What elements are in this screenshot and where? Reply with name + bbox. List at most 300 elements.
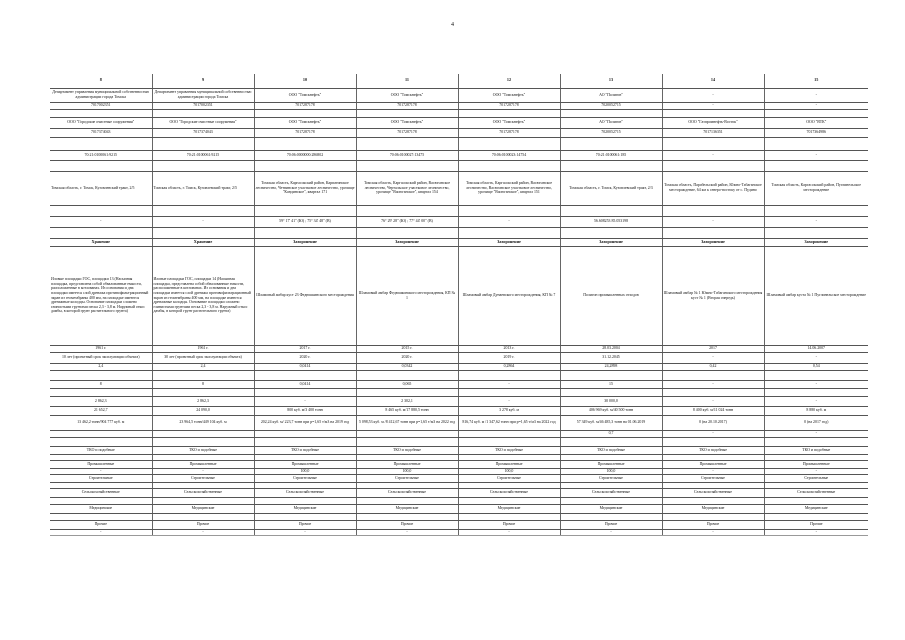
table-cell: Захоронение — [662, 238, 764, 246]
table-cell — [560, 497, 662, 504]
table-cell — [50, 227, 152, 238]
table-cell: 8 — [152, 380, 254, 388]
table-cell — [50, 437, 152, 446]
table-cell — [662, 497, 764, 504]
table-cell: Медицинские — [152, 504, 254, 513]
table-cell: - — [560, 529, 662, 535]
table-cell — [254, 109, 356, 117]
table-cell — [764, 370, 868, 380]
table-cell: ООО "Томскнефть" — [458, 88, 560, 102]
table-cell — [50, 388, 152, 396]
table-cell: Прочие — [152, 520, 254, 529]
table-cell: ТКО и подобные — [560, 446, 662, 454]
table-cell: 70:06:0000000:286802 — [254, 150, 356, 160]
table-cell: Сельскохозяйственные — [152, 488, 254, 497]
table-cell — [152, 227, 254, 238]
table-cell: Медицинские — [356, 504, 458, 513]
table-cell: 7017287178 — [254, 102, 356, 109]
page-number: 4 — [451, 22, 454, 28]
table-row — [50, 150, 868, 160]
table-cell: 7017002351 — [152, 102, 254, 109]
table-cell: 3 278 куб. м — [458, 406, 560, 415]
table-cell: ТКО и подобные — [254, 446, 356, 454]
table-cell: - — [458, 529, 560, 535]
table-cell: АО "Полигон" — [560, 117, 662, 128]
table-row — [50, 474, 868, 482]
table-cell: Строительные — [152, 474, 254, 482]
table-cell: 7017287178 — [356, 128, 458, 137]
table-cell: Прочие — [50, 520, 152, 529]
table-cell: 24 090,0 — [152, 406, 254, 415]
table-cell: 13 462,2 тонн/904 777 куб. м — [50, 415, 152, 430]
table-cell — [560, 513, 662, 520]
table-cell: 406 969 куб. м/40 500 тонн — [560, 406, 662, 415]
table-cell: Томская область, Каргасокский район, Васюганское лесничество, Васюганское участковое лесничество, урочище "Васюганское", квартал 151 — [458, 171, 560, 205]
table-row — [50, 380, 868, 388]
table-cell: 2017 — [662, 345, 764, 352]
table-cell — [764, 227, 868, 238]
table-cell: 0,2864 — [458, 363, 560, 370]
table-cell: 70:06:0100023:14754 — [458, 150, 560, 160]
table-cell: Строительные — [50, 474, 152, 482]
table-cell — [458, 137, 560, 150]
table-cell: 2,4 — [50, 363, 152, 370]
table-row — [50, 437, 868, 446]
table-cell: Томская область, Каргасокский район, Карпатинское лесничество, Четвинское участковое лесничество, урочище "Кандинское", квартал 171 — [254, 171, 356, 205]
table-cell: - — [662, 468, 764, 474]
table-cell — [458, 497, 560, 504]
table-row — [50, 109, 868, 117]
table-cell: Прочие — [356, 520, 458, 529]
table-cell — [560, 437, 662, 446]
table-cell: ТКО и подобные — [458, 446, 560, 454]
table-cell: ООО "Газпромнефть-Восток" — [662, 117, 764, 128]
table-cell: - — [50, 468, 152, 474]
table-cell: Строительные — [560, 474, 662, 482]
table-cell: Строительные — [458, 474, 560, 482]
table-cell: 0,54 — [764, 363, 868, 370]
table-row — [50, 102, 868, 109]
table-cell: ООО "ВТК" — [764, 117, 868, 128]
table-cell: 70:21:0100061:9215 — [50, 150, 152, 160]
table-cell: ТКО и подобные — [764, 446, 868, 454]
table-cell: Шламовый амбар Дунаевского месторождения, КП № 7 — [458, 246, 560, 345]
table-cell: 100,0 — [560, 468, 662, 474]
table-cell: 10 лет (проектный срок эксплуатации объекта) — [50, 352, 152, 363]
table-cell: 21 652,7 — [50, 406, 152, 415]
table-cell: 0,0342 — [356, 363, 458, 370]
table-cell — [560, 109, 662, 117]
table-cell: 100,0 — [458, 468, 560, 474]
table-cell: 7017364986 — [764, 128, 868, 137]
table-cell: Медицинские — [254, 504, 356, 513]
table-cell: - — [764, 102, 868, 109]
table-row — [50, 370, 868, 380]
table-cell: 7017374043 — [50, 128, 152, 137]
table-cell: - — [764, 88, 868, 102]
table-cell — [50, 109, 152, 117]
table-row — [50, 388, 868, 396]
table-cell — [356, 437, 458, 446]
table-cell: - — [662, 352, 764, 363]
table-row — [50, 529, 868, 535]
table-cell: 7017287178 — [254, 128, 356, 137]
table-cell: Сельскохозяйственные — [662, 488, 764, 497]
table-cell: 7017136351 — [662, 128, 764, 137]
table-cell — [560, 205, 662, 216]
table-cell: - — [254, 396, 356, 406]
table-cell: Хранение — [50, 238, 152, 246]
table-cell: ООО "Томскнефть" — [254, 88, 356, 102]
table-cell: 59° 17' 41" (Ю) ; 75° 34' 48" (В) — [254, 216, 356, 227]
table-row — [50, 128, 868, 137]
table-cell: 1961 г. — [152, 345, 254, 352]
table-cell: 0,0414 — [254, 363, 356, 370]
column-number: 10 — [254, 74, 356, 88]
table-cell: - — [764, 352, 868, 363]
table-cell: ТКО и подобные — [356, 446, 458, 454]
table-cell: 2 862,3 — [50, 396, 152, 406]
table-cell — [662, 388, 764, 396]
table-cell: 8 — [50, 380, 152, 388]
table-cell — [662, 205, 764, 216]
table-row — [50, 227, 868, 238]
table-cell: Строительные — [662, 474, 764, 482]
table-cell: Сельскохозяйственные — [356, 488, 458, 497]
table-cell: Сельскохозяйственные — [560, 488, 662, 497]
column-number: 9 — [152, 74, 254, 88]
table-cell: 2 862,3 — [152, 396, 254, 406]
table-row — [50, 160, 868, 171]
table-cell: 28.03.2004 — [560, 345, 662, 352]
table-cell: 30 000,0 — [560, 396, 662, 406]
table-cell — [152, 437, 254, 446]
table-cell: Промышленные — [662, 460, 764, 468]
table-cell — [662, 437, 764, 446]
column-number: 11 — [356, 74, 458, 88]
table-cell — [254, 388, 356, 396]
table-cell: - — [662, 216, 764, 227]
table-cell — [50, 160, 152, 171]
table-cell: ТКО и подобные — [152, 446, 254, 454]
table-cell: 2020 г. — [254, 352, 356, 363]
table-cell: - — [662, 380, 764, 388]
table-row — [50, 504, 868, 513]
table-cell — [764, 437, 868, 446]
table-cell — [254, 513, 356, 520]
table-cell: 2020 г. — [356, 352, 458, 363]
table-cell: 70:21:0100061:185 — [560, 150, 662, 160]
table-cell: - — [764, 380, 868, 388]
table-cell: ООО "Томскнефть" — [356, 117, 458, 128]
table-cell: Медицинские — [50, 504, 152, 513]
table-cell — [50, 513, 152, 520]
table-cell: Медицинские — [458, 504, 560, 513]
table-cell: Иловые площадки ГОС, площадки 14 (Насыпная площадка, представлена собой обвалованные емкости, расположенные в котлованах. Из основания и дна площадки имеется слой дренажа противофильтрационный экран из геомембраны 400 мм, на площадке имеются дренажные колодцы. Основание площадки сложено глинистыми грунтами песка 2,3 - 3,8 м. Наружный откос дамбы, в которой грунт растительного грунта) — [152, 246, 254, 345]
waste-sites-table — [50, 74, 868, 536]
table-cell: ООО "Томскнефть" — [458, 117, 560, 128]
table-cell: 24,2898 — [560, 363, 662, 370]
table-cell: 100,0 — [356, 468, 458, 474]
table-row — [50, 88, 868, 102]
table-cell — [458, 437, 560, 446]
table-cell — [254, 227, 356, 238]
column-number: 12 — [458, 74, 560, 88]
table-cell: Захоронение — [254, 238, 356, 246]
table-cell: 0 (на 20.10.2017) — [662, 415, 764, 430]
table-cell: - — [764, 430, 868, 437]
table-cell: 1961 г. — [50, 345, 152, 352]
table-cell: ООО "Томскнефть" — [356, 88, 458, 102]
table-cell: 70:06:0100027:13475 — [356, 150, 458, 160]
table-cell — [458, 160, 560, 171]
table-cell: 23 964,5 тонн/449 104 куб. м — [152, 415, 254, 430]
table-cell — [152, 109, 254, 117]
table-cell — [458, 430, 560, 437]
table-cell — [764, 109, 868, 117]
table-cell: - — [50, 216, 152, 227]
table-cell: Томская область, г. Томск, Кузовлевский тракт, 2/5 — [50, 171, 152, 205]
table-cell — [764, 497, 868, 504]
table-cell: - — [764, 468, 868, 474]
table-cell: Томская область, Каргасокский район, Пуглинельское месторождение — [764, 171, 868, 205]
table-row — [50, 430, 868, 437]
table-cell: 76° 29' 28" (Ю) ; 77° 44' 00" (В) — [356, 216, 458, 227]
table-cell: - — [152, 216, 254, 227]
table-cell: 0,7 — [560, 430, 662, 437]
table-cell: 0 (на 2017 год) — [764, 415, 868, 430]
table-cell: Шламовый амбар куст 23 Федюшкинского месторождения — [254, 246, 356, 345]
table-cell — [560, 388, 662, 396]
table-cell: - — [662, 396, 764, 406]
table-cell: 0,065 — [356, 380, 458, 388]
table-cell — [764, 160, 868, 171]
table-cell: 7017002351 — [50, 102, 152, 109]
table-cell: 7020052715 — [560, 102, 662, 109]
table-row — [50, 460, 868, 468]
table-row — [50, 246, 868, 345]
table-cell — [356, 388, 458, 396]
table-cell — [662, 137, 764, 150]
table-cell: Хранение — [152, 238, 254, 246]
table-cell — [764, 513, 868, 520]
column-number-row — [50, 74, 868, 88]
table-cell — [50, 205, 152, 216]
table-cell: - — [50, 529, 152, 535]
table-cell: - — [764, 150, 868, 160]
table-cell: Строительные — [254, 474, 356, 482]
table-cell: Сельскохозяйственные — [764, 488, 868, 497]
table-cell: - — [458, 396, 560, 406]
table-cell — [458, 388, 560, 396]
table-cell: 100,0 — [254, 468, 356, 474]
table-cell — [764, 205, 868, 216]
table-cell: Промышленные — [152, 460, 254, 468]
table-cell — [152, 160, 254, 171]
column-number: 8 — [50, 74, 152, 88]
table-cell — [356, 497, 458, 504]
table-cell — [152, 388, 254, 396]
table-cell — [458, 513, 560, 520]
table-cell: Захоронение — [560, 238, 662, 246]
table-cell: 8 465 куб. м/17 880,5 тонн — [356, 406, 458, 415]
table-cell: Иловые площадки ГОС, площадки 13 (Насыпная площадка, представлена собой обвалованные емкости, расположенные в котлованах. Из основания и дна площадки имеется слой дренажа противофильтрационный экран из геомембраны 400 мм, на площадке имеются дренажные колодцы. Основание площадки сложено глинистыми грунтами песка 2,3 - 3,8 м. Наружный откос дамбы, в которой грунт растительного грунта) — [50, 246, 152, 345]
table-cell: 800 куб. м/3 400 тонн — [254, 406, 356, 415]
table-cell: - — [356, 529, 458, 535]
table-cell — [254, 137, 356, 150]
column-number: 13 — [560, 74, 662, 88]
table-cell: - — [152, 468, 254, 474]
table-cell: Промышленные — [356, 460, 458, 468]
table-cell: Сельскохозяйственные — [254, 488, 356, 497]
table-cell: ТКО и подобные — [50, 446, 152, 454]
table-cell: 0,42 — [662, 363, 764, 370]
table-cell — [152, 497, 254, 504]
table-cell — [152, 370, 254, 380]
table-cell: Прочие — [764, 520, 868, 529]
table-row — [50, 488, 868, 497]
table-cell: 2 302,1 — [356, 396, 458, 406]
table-row — [50, 216, 868, 227]
table-cell: АО "Полигон" — [560, 88, 662, 102]
table-cell: ООО "Городские очистные сооружения" — [50, 117, 152, 128]
table-cell — [152, 430, 254, 437]
table-cell: - — [458, 216, 560, 227]
table-cell: 816,74 куб. м /1 347,62 тонн при р=1,65 т/м3 на 2022 год — [458, 415, 560, 430]
table-row — [50, 497, 868, 504]
table-cell: Промышленные — [458, 460, 560, 468]
table-cell: 7017287178 — [356, 102, 458, 109]
table-row — [50, 171, 868, 205]
table-cell — [254, 437, 356, 446]
table-cell — [662, 370, 764, 380]
table-cell: Шламовый амбар № 1 Южно-Табаганского месторождения куст № 1 (Вторая очередь) — [662, 246, 764, 345]
table-row — [50, 205, 868, 216]
table-cell: Медицинские — [764, 504, 868, 513]
table-cell — [356, 160, 458, 171]
table-cell: Томская область, г. Томск, Кузовлевский тракт, 2/3 — [560, 171, 662, 205]
table-cell — [458, 205, 560, 216]
table-cell: ООО "Городские очистные сооружения" — [152, 117, 254, 128]
table-cell: 7020052715 — [560, 128, 662, 137]
table-cell: 202,24 куб. м/ 223,7 тонн при р=1,65 т/м3 на 2019 год — [254, 415, 356, 430]
table-cell: Строительные — [764, 474, 868, 482]
table-cell: - — [764, 396, 868, 406]
table-cell: 30 лет (проектный срок эксплуатации объекта) — [152, 352, 254, 363]
table-cell: 57 349 куб. м/46 485,3 тонн на 01.06.2019 — [560, 415, 662, 430]
table-cell — [458, 370, 560, 380]
table-cell: - — [254, 529, 356, 535]
column-number: 14 — [662, 74, 764, 88]
table-cell: Прочие — [662, 520, 764, 529]
table-cell: Захоронение — [458, 238, 560, 246]
table-cell — [356, 109, 458, 117]
table-row — [50, 238, 868, 246]
table-cell: Шламовый амбар куста № 1 Пуглинельское месторождение — [764, 246, 868, 345]
table-cell — [662, 227, 764, 238]
table-cell: 8 400 куб. м/11 024 тонн — [662, 406, 764, 415]
table-cell: - — [764, 216, 868, 227]
table-row — [50, 396, 868, 406]
table-row — [50, 137, 868, 150]
table-cell: - — [662, 430, 764, 437]
table-cell: 8 880 куб. м — [764, 406, 868, 415]
table-cell: Департамент управления муниципальной собственностью администрации города Томска — [152, 88, 254, 102]
table-cell: 70:21:0100061:9215 — [152, 150, 254, 160]
table-cell: 7017287178 — [458, 128, 560, 137]
table-cell: 2013 г. — [458, 345, 560, 352]
table-cell — [356, 370, 458, 380]
table-cell — [764, 388, 868, 396]
table-cell — [50, 497, 152, 504]
table-row — [50, 345, 868, 352]
table-cell — [356, 430, 458, 437]
table-cell — [50, 137, 152, 150]
table-cell: Медицинские — [662, 504, 764, 513]
table-cell: 7017374043 — [152, 128, 254, 137]
table-cell — [356, 513, 458, 520]
table-cell: 2,4 — [152, 363, 254, 370]
table-cell: Прочие — [254, 520, 356, 529]
table-cell: Департамент управления муниципальной собственностью администрации города Томска — [50, 88, 152, 102]
table-cell — [254, 205, 356, 216]
table-cell: Захоронение — [764, 238, 868, 246]
table-cell: Промышленные — [50, 460, 152, 468]
table-cell — [458, 227, 560, 238]
table-cell: - — [458, 380, 560, 388]
table-cell: Полигон промышленных отходов — [560, 246, 662, 345]
table-cell: - — [662, 529, 764, 535]
table-cell: Сельскохозяйственные — [458, 488, 560, 497]
table-cell — [560, 227, 662, 238]
table-cell — [50, 430, 152, 437]
table-cell: Промышленные — [560, 460, 662, 468]
table-cell: Строительные — [356, 474, 458, 482]
table-cell: - — [764, 529, 868, 535]
table-cell: Промышленные — [254, 460, 356, 468]
table-cell — [356, 137, 458, 150]
table-cell — [662, 160, 764, 171]
table-cell — [560, 160, 662, 171]
table-cell: ООО "Томскнефть" — [254, 117, 356, 128]
table-cell: - — [662, 102, 764, 109]
table-cell — [356, 205, 458, 216]
table-cell — [152, 205, 254, 216]
table-cell: 56.608253 85.053198 — [560, 216, 662, 227]
table-cell: 5 098,53 куб. м /8 412,67 тонн при р=1,65 т/м3 на 2022 год — [356, 415, 458, 430]
table-cell — [50, 370, 152, 380]
table-row — [50, 415, 868, 430]
table-cell: - — [662, 150, 764, 160]
table-cell — [152, 137, 254, 150]
table-cell — [662, 109, 764, 117]
table-row — [50, 513, 868, 520]
table-cell — [560, 137, 662, 150]
table-row — [50, 363, 868, 370]
table-cell: Томская область, г. Томск, Кузовлевский тракт, 2/5 — [152, 171, 254, 205]
table-cell: 2017 г. — [254, 345, 356, 352]
table-cell — [560, 370, 662, 380]
table-cell: Промышленные — [764, 460, 868, 468]
table-cell — [356, 227, 458, 238]
table-cell — [254, 497, 356, 504]
table-cell — [254, 430, 356, 437]
table-row — [50, 446, 868, 454]
table-cell: Прочие — [458, 520, 560, 529]
table-cell: 15 — [560, 380, 662, 388]
table-cell: Сельскохозяйственные — [50, 488, 152, 497]
table-cell: 2019 г. — [458, 352, 560, 363]
